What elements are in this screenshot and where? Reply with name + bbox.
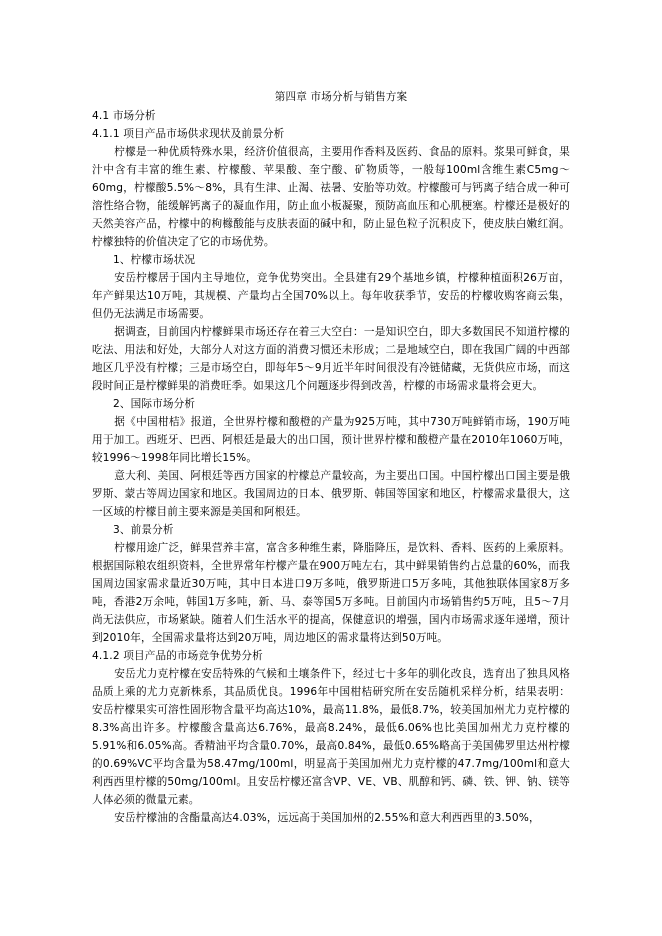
section-heading-4-1-2: 4.1.2 项目产品的市场竞争优势分析 <box>92 650 263 662</box>
paragraph-demand-outlook: 柠檬用途广泛，鲜果营养丰富，富含多种维生素，降脂降压，是饮料、香料、医药的上乘原料。根据国际粮农组织资料，全世界常年柠檬产量在900万吨左右，其中鲜果销售约占总量的60%，而我国周边国家需求量近30万吨，其中日本进口9万多吨，俄罗斯进口5万多吨，其他独联体国家8万多吨，香港2万余吨，韩国1万多吨，新、马、泰等国5万多吨。目前国内市场销售约5万吨，且5～7月尚无法供应，市场紧缺。随着人们生活水平的提高，保健意识的增强，国内市场需求逐年递增，预计到2010年，全国需求量将达到20万吨，周边地区的需求量将达到50万吨。 <box>92 542 570 644</box>
paragraph-oil-ester: 安岳柠檬油的含酯量高达4.03%，远远高于美国加州的2.55%和意大利西西里的3.50%， <box>114 812 540 824</box>
section-heading-4-1: 4.1 市场分析 <box>92 110 156 122</box>
chapter-title: 第四章 市场分析与销售方案 <box>274 91 408 103</box>
paragraph-world-production: 据《中国柑桔》报道，全世界柠檬和酸橙的产量为925万吨，其中730万吨鲜销市场，190万吨用于加工。西班牙、巴西、阿根廷是最大的出口国，预计世界柠檬和酸橙产量在2010年1060万吨，较1996～1998年同比增长15%。 <box>92 416 570 464</box>
paragraph-anyue-position: 安岳柠檬居于国内主导地位，竞争优势突出。全县建有29个基地乡镇，柠檬种植面积26万亩，年产鲜果达10万吨，其规模、产量均占全国70%以上。每年收获季节，安岳的柠檬收购客商云集，但仍无法满足市场需要。 <box>92 272 570 320</box>
paragraph-quality-analysis: 安岳尤力克柠檬在安岳特殊的气候和土壤条件下，经过七十多年的驯化改良，选育出了独具风格品质上乘的尤力克新株系，其品质优良。1996年中国柑桔研究所在安岳随机采样分析，结果表明：安岳柠檬果实可溶性固形物含量平均高达10%，最高11.8%，最低8.7%，较美国加州尤力克柠檬的8.3%高出许多。柠檬酸含量高达6.76%，最高8.24%，最低6.06%也比美国加州尤力克柠檬的5.91%和6.05%高。香精油平均含量0.70%，最高0.84%，最低0.65%略高于美国佛罗里达州柠檬的0.69%VC平均含量为58.47mg/100ml，明显高于美国加州尤力克柠檬的47.7mg/100ml和意大利西西里柠檬的50mg/100ml。且安岳柠檬还富含VP、VE、VB、肌醇和钙、磷、铁、钾、钠、镁等人体必须的微量元素。 <box>92 668 570 806</box>
document-body <box>92 88 570 827</box>
subsection-domestic-market: 1、柠檬市场状况 <box>113 254 196 266</box>
paragraph-market-gaps: 据调查，目前国内柠檬鲜果市场还存在着三大空白：一是知识空白，即大多数国民不知道柠檬的吃法、用法和好处，大部分人对这方面的消费习惯还未形成；二是地域空白，即在我国广阔的中西部地区几乎没有柠檬；三是市场空白，即每年5～9月近半年时间很没有冷链储藏，无货供应市场，而这段时间正是柠檬鲜果的消费旺季。如果这几个问题逐步得到改善，柠檬的市场需求量将会更大。 <box>92 326 570 392</box>
paragraph-export-countries: 意大利、美国、阿根廷等西方国家的柠檬总产量较高，为主要出口国。中国柠檬出口国主要是俄罗斯、蒙古等周边国家和地区。我国周边的日本、俄罗斯、韩国等国家和地区，柠檬需求量很大，这一区域的柠檬目前主要来源是美国和阿根廷。 <box>92 470 570 518</box>
section-heading-4-1-1: 4.1.1 项目产品市场供求现状及前景分析 <box>92 128 285 140</box>
paragraph-lemon-value: 柠檬是一种优质特殊水果，经济价值很高，主要用作香料及医药、食品的原料。浆果可鲜食，果汁中含有丰富的维生素、柠檬酸、苹果酸、奎宁酸、矿物质等，一般每100ml含维生素C5mg～60mg，柠檬酸5.5%～8%，具有生津、止渴、祛暑、安胎等功效。柠檬酸可与钙离子结合成一种可溶性络合物，能缓解钙离子的凝血作用，防止血小板凝聚，预防高血压和心肌梗塞。柠檬还是极好的天然美容产品，柠檬中的枸橼酸能与皮肤表面的碱中和，防止显色粒子沉积皮下，使皮肤白嫩红润。柠檬独特的价值决定了它的市场优势。 <box>92 146 570 248</box>
subsection-outlook: 3、前景分析 <box>113 524 174 536</box>
subsection-international-market: 2、国际市场分析 <box>113 398 196 410</box>
